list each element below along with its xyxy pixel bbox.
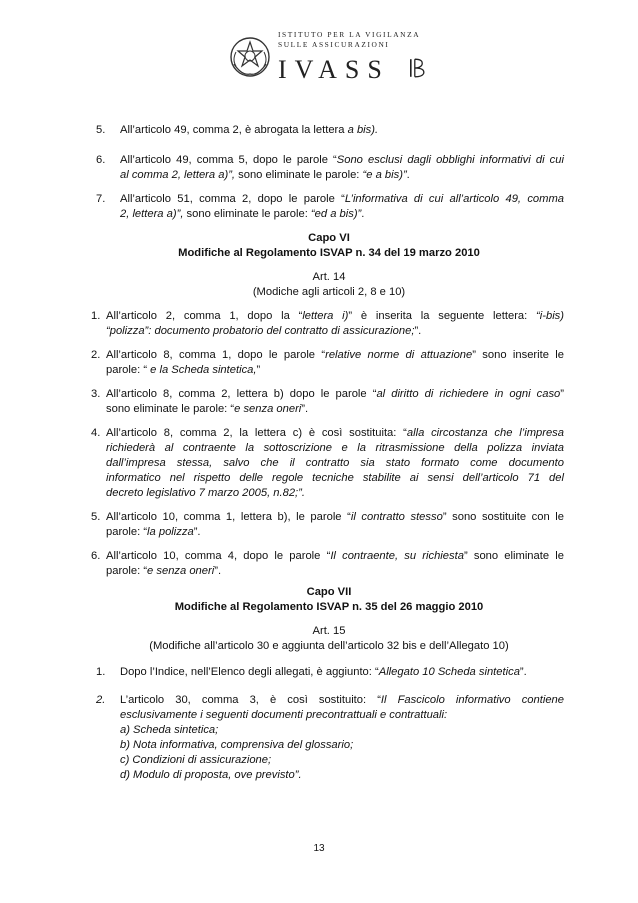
item-number: 6. (96, 154, 106, 166)
section-title: Capo VI (308, 232, 350, 244)
item-text-line-1: All’articolo 10, comma 1, lettera b), le parole “il contratto stesso” sono sostituite con le (106, 511, 565, 523)
item-number: 1. (96, 666, 106, 678)
italian-republic-emblem-icon (228, 34, 272, 80)
item-text-line-1: All’articolo 8, comma 2, lettera b) dopo le parole “al diritto di richiedere in ogni caso” (106, 388, 564, 400)
article-title: Art. 15 (312, 625, 346, 637)
item-number: 6. (91, 550, 101, 562)
section-title: Capo VII (306, 586, 352, 598)
item-text-line-1: All’articolo 51, comma 2, dopo le parole “L’informativa di cui all’articolo 49, comma (120, 193, 564, 205)
document-page: ISTITUTO PER LA VIGILANZA SULLE ASSICURAZIONI IVASS 5. All’articolo 49, comma 2, è abrogata la lettera a bis). 6. All’articolo 49, comma 5, dopo le parole “Sono esclusi dagli obblighi informativi di cui al comma 2, lettera a)”, sono eliminate le parole: “e a bis)”. 7. All’articolo 51, comma 2, dopo le parole “L’informativa di cui all’articolo 49, comma 2, lettera a)”, sono eliminate le parole: “ed a bis)”. Capo VI Modifiche al Regolamento ISVAP n. 34 del 19 marzo 2010 Art. 14 (Modiche agli articoli 2, 8 e 10) 1. All’articolo 2, comma 1, dopo la “lettera i)” è inserita la seguente lettera: “i-bis) “polizza”: documento probatorio del contratto di assicurazione;”. 2. All’articolo 8, comma 1, dopo le parole “relative norme di attuazione” sono inserite le parole: “ e la Scheda sintetica,” 3. All’articolo 8, comma 2, lettera b) dopo le parole “al diritto di richiedere in ogni caso” sono eliminate le parole: “e senza oneri”. 4. All’articolo 8, comma 2, la lettera c) è così sostituita: “alla circostanza che l’impresa richiederà al contraente la sottoscrizione e la ritrasmissione della polizza inviata dall’impresa stessa, salvo che il contratto sia stato formato come documento informatico nel rispetto delle regole tecniche stabilite ai sensi dell’articolo 71 del decreto legislativo 7 marzo 2005, n.82;”. 5. All’articolo 10, comma 1, lettera b), le parole “il contratto stesso” sono sostituite con le parole: “la polizza”. 6. All’articolo 10, comma 4, dopo le parole “Il contraente, su richiesta” sono eliminate le parole: “e senza oneri”. Capo VII Modifiche al Regolamento ISVAP n. 35 del 26 maggio 2010 Art. 15 (Modifiche all’articolo 30 e aggiunta dell’articolo 32 bis e dell’Allegato 10) 1. Dopo l’Indice, nell’Elenco degli allegati, è aggiunto: “Allegato 10 Scheda sintetica”. 2. L’articolo 30, comma 3, è così sostituito: “Il Fascicolo informativo contiene esclusivamente i seguenti documenti precontrattuali e contrattuali: a) Scheda sintetica; b) Nota informativa, comprensiva del glossario; c) Condizioni di assicurazione; d) Modulo di proposta, ove previsto”. 13 (0, 0, 638, 903)
item-text-line-1: All’articolo 10, comma 4, dopo le parole “Il contraente, su richiesta” sono eliminate le (106, 550, 564, 562)
section-subtitle: Modifiche al Regolamento ISVAP n. 34 del 19 marzo 2010 (178, 247, 480, 259)
item-number: 2. (96, 694, 106, 706)
item-text-line-1: All’articolo 8, comma 1, dopo le parole “relative norme di attuazione” sono inserite le (106, 349, 565, 361)
item-text-line-1: Dopo l’Indice, nell’Elenco degli allegati, è aggiunto: “Allegato 10 Scheda sintetica”. (120, 666, 527, 678)
brand-name: IVASS (278, 55, 390, 84)
item-text-line-1: L’articolo 30, comma 3, è così sostituito: “Il Fascicolo informativo contiene (120, 694, 564, 706)
item-text-line-1: All’articolo 49, comma 5, dopo le parole “Sono esclusi dagli obblighi informativi di cui (120, 154, 564, 166)
item-number: 3. (91, 388, 101, 400)
article-subtitle: (Modiche agli articoli 2, 8 e 10) (252, 286, 406, 298)
item-text: All’articolo 49, comma 2, è abrogata la lettera a bis). (120, 124, 379, 136)
ivass-monogram-icon (406, 56, 430, 80)
item-number: 2. (91, 349, 101, 361)
article-title: Art. 14 (312, 271, 346, 283)
ivass-header (228, 30, 428, 90)
institute-line-2: SULLE ASSICURAZIONI (278, 40, 390, 49)
item-number: 1. (91, 310, 101, 322)
page-number: 13 (313, 843, 325, 854)
institute-line-1: ISTITUTO PER LA VIGILANZA (278, 30, 421, 39)
item-text-line-1: All’articolo 8, comma 2, la lettera c) è così sostituita: “alla circostanza che l’impresa (106, 427, 565, 439)
item-number: 5. (91, 511, 101, 523)
item-number: 7. (96, 193, 106, 205)
item-text-line-1: All’articolo 2, comma 1, dopo la “lettera i)” è inserita la seguente lettera: “i-bis) (106, 310, 564, 322)
item-number: 4. (91, 427, 101, 439)
article-subtitle: (Modifiche all’articolo 30 e aggiunta dell’articolo 32 bis e dell’Allegato 10) (149, 640, 509, 652)
section-subtitle: Modifiche al Regolamento ISVAP n. 35 del 26 maggio 2010 (174, 601, 484, 613)
item-number: 5. (96, 124, 106, 136)
